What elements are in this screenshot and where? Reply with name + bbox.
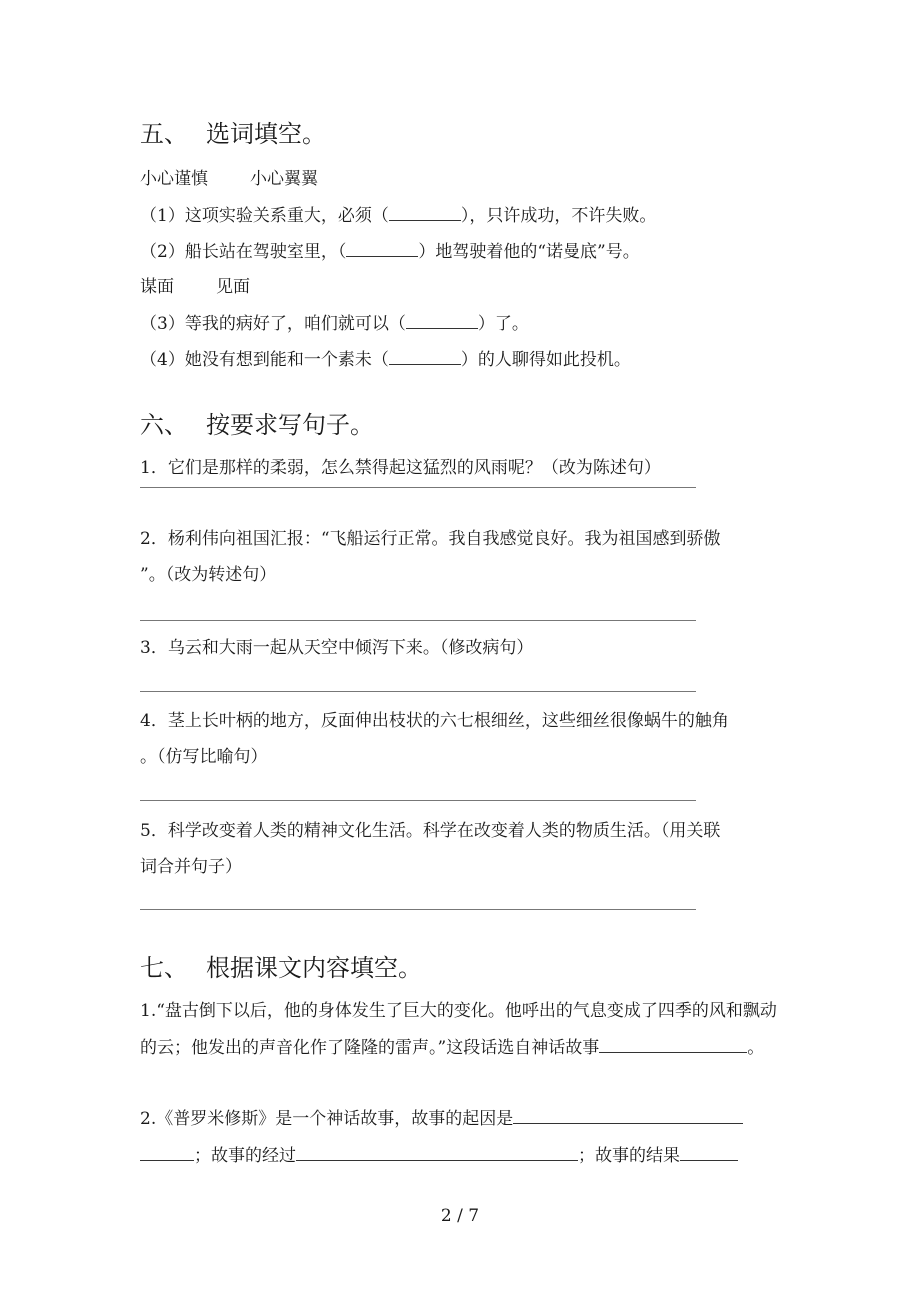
question-text: （3）等我的病好了，咱们就可以（ bbox=[140, 314, 406, 334]
answer-line[interactable] bbox=[140, 620, 696, 621]
answer-blank[interactable] bbox=[140, 1142, 194, 1161]
question-text: ），只许成功，不许失败。 bbox=[460, 206, 657, 226]
word-group-1 bbox=[140, 166, 318, 192]
section-7-heading bbox=[140, 951, 422, 985]
answer-blank[interactable] bbox=[389, 346, 461, 365]
answer-line[interactable] bbox=[140, 691, 696, 692]
sentence-task-5-line2: 词合并句子） bbox=[140, 857, 242, 877]
sentence-task-2-line1: 2．杨利伟向祖国汇报：“飞船运行正常。我自我感觉良好。我为祖国感到骄傲 bbox=[140, 529, 721, 549]
answer-line[interactable] bbox=[140, 487, 696, 488]
sentence-task-5-line1: 5．科学改变着人类的精神文化生活。科学在改变着人类的物质生活。（用关联 bbox=[140, 821, 721, 841]
sentence-task-1: 1．它们是那样的柔弱，怎么禁得起这猛烈的风雨呢？（改为陈述句） bbox=[140, 458, 661, 478]
section-7-title: 根据课文内容填空。 bbox=[206, 954, 422, 982]
section-7-number: 七、 bbox=[140, 954, 188, 982]
sentence-task-2-line2: ”。（改为转述句） bbox=[140, 565, 277, 585]
answer-blank[interactable] bbox=[406, 310, 478, 329]
fill-question-1 bbox=[140, 202, 656, 229]
section-5-title: 选词填空。 bbox=[206, 120, 326, 148]
fill-paragraph-2 bbox=[140, 1101, 780, 1175]
word-option: 小心翼翼 bbox=[250, 169, 318, 189]
answer-line[interactable] bbox=[140, 909, 696, 910]
fill-question-3 bbox=[140, 310, 529, 337]
page-number: 2 / 7 bbox=[440, 1206, 480, 1226]
section-5-heading bbox=[140, 117, 326, 151]
sentence-task-4-line2: 。（仿写比喻句） bbox=[140, 747, 268, 767]
fill-question-4 bbox=[140, 346, 631, 373]
fill-paragraph-1 bbox=[140, 993, 780, 1067]
paragraph-text: 。 bbox=[747, 1038, 765, 1058]
sentence-task-4-line1: 4．茎上长叶柄的地方，反面伸出枝状的六七根细丝，这些细丝很像蜗牛的触角 bbox=[140, 711, 729, 731]
section-5-number: 五、 bbox=[140, 120, 188, 148]
sentence-task-3: 3．乌云和大雨一起从天空中倾泻下来。（修改病句） bbox=[140, 638, 534, 658]
paragraph-text: 1.“盘古倒下以后，他的身体发生了巨大的变化。他呼出的气息变成了四季的风和飘动的云；他发出的声音化作了隆隆的雷声。”这段话选自神话故事 bbox=[140, 1001, 777, 1058]
answer-blank[interactable] bbox=[513, 1105, 743, 1124]
word-option: 谋面 bbox=[140, 277, 174, 297]
answer-blank[interactable] bbox=[639, 1034, 747, 1053]
word-option: 小心谨慎 bbox=[140, 169, 208, 189]
question-text: ）的人聊得如此投机。 bbox=[460, 350, 631, 370]
answer-blank[interactable] bbox=[389, 202, 461, 221]
question-text: （4）她没有想到能和一个素未（ bbox=[140, 350, 389, 370]
word-option: 见面 bbox=[216, 277, 250, 297]
section-6-title: 按要求写句子。 bbox=[206, 411, 374, 439]
paragraph-text: 2.《普罗米修斯》是一个神话故事，故事的起因是 bbox=[140, 1109, 514, 1129]
answer-blank[interactable] bbox=[346, 238, 418, 257]
question-text: ）了。 bbox=[477, 314, 529, 334]
fill-question-2 bbox=[140, 238, 640, 265]
word-group-2 bbox=[140, 274, 250, 300]
question-text: （2）船长站在驾驶室里，（ bbox=[140, 242, 347, 262]
section-6-number: 六、 bbox=[140, 411, 188, 439]
section-6-heading bbox=[140, 408, 374, 442]
paragraph-text: ；故事的结果 bbox=[578, 1146, 680, 1166]
question-text: （1）这项实验关系重大，必须（ bbox=[140, 206, 389, 226]
paragraph-text: ；故事的经过 bbox=[194, 1146, 296, 1166]
answer-blank[interactable] bbox=[680, 1142, 738, 1161]
question-text: ）地驾驶着他的“诺曼底”号。 bbox=[418, 242, 640, 262]
answer-blank[interactable] bbox=[599, 1034, 639, 1053]
answer-line[interactable] bbox=[140, 800, 696, 801]
answer-blank[interactable] bbox=[296, 1142, 578, 1161]
